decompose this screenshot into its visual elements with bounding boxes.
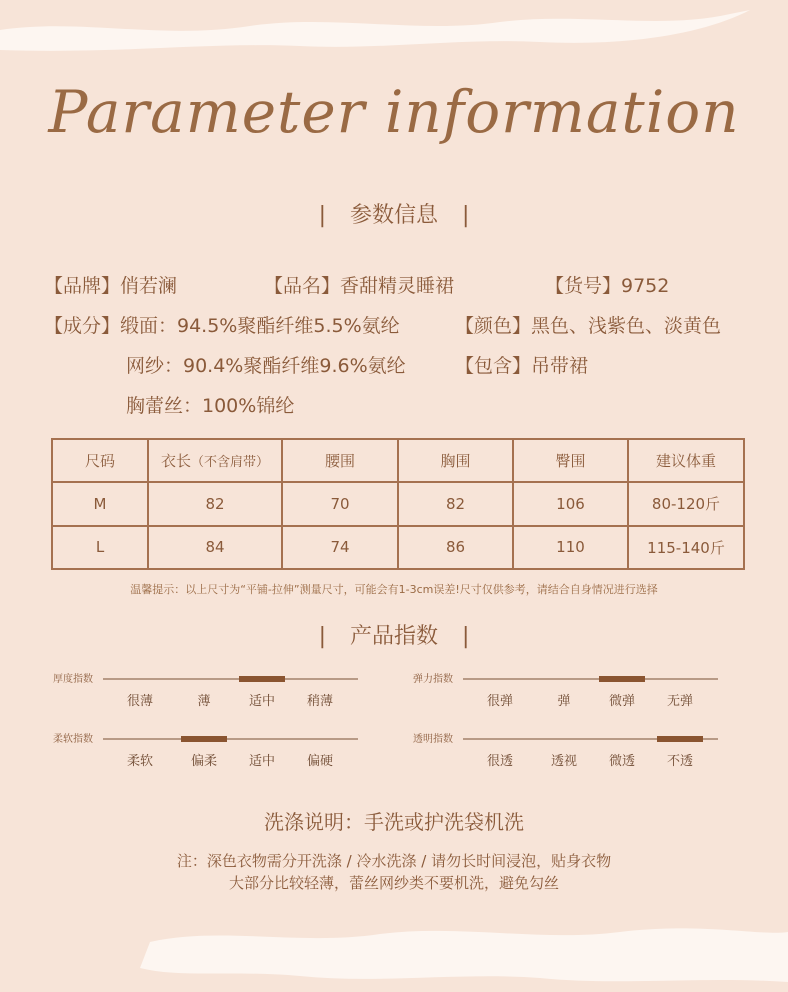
- includes-info: 【包含】吊带裙: [455, 355, 589, 377]
- cell-size: L: [52, 526, 148, 569]
- size-table-header: [52, 439, 744, 482]
- softness-index-marker: [181, 736, 227, 742]
- wash-note-line-2: 大部分比较轻薄，蕾丝网纱类不要机洗，避免勾丝: [228, 874, 559, 892]
- item-number-info: 【货号】9752: [545, 275, 670, 297]
- left-divider: |: [318, 624, 326, 649]
- elasticity-index-label: 弹力指数: [413, 674, 453, 685]
- elasticity-option: 很弹: [486, 694, 514, 709]
- softness-index-label: 柔软指数: [53, 734, 93, 745]
- header-waist: 腰围: [282, 439, 398, 482]
- thickness-index-track: [103, 678, 358, 680]
- size-table: [51, 438, 745, 570]
- params-section-label: 参数信息: [349, 203, 438, 228]
- elasticity-option: 无弹: [666, 694, 694, 709]
- cell-hip: 106: [513, 482, 628, 525]
- right-divider: |: [462, 624, 470, 649]
- table-row: [52, 482, 744, 525]
- top-brush-decoration: [0, 0, 788, 60]
- elasticity-index: [413, 670, 773, 720]
- product-name-info: 【品名】香甜精灵睡裙: [264, 275, 455, 297]
- wash-note-line-1: 注：深色衣物需分开洗涤 / 冷水洗涤 / 请勿长时间浸泡，贴身衣物: [176, 852, 612, 870]
- softness-index-track: [103, 738, 358, 740]
- transparency-option: 透视: [550, 754, 578, 769]
- brand-info: 【品牌】俏若澜: [44, 275, 178, 297]
- cell-waist: 70: [282, 482, 398, 525]
- page-title: Parameter information: [48, 78, 740, 146]
- wash-title: 洗涤说明：手洗或护洗袋机洗: [264, 810, 524, 834]
- transparency-index: [413, 730, 773, 780]
- thickness-index-label: 厚度指数: [53, 674, 93, 685]
- index-section-label: 产品指数: [349, 624, 438, 649]
- color-info: 【颜色】黑色、浅紫色、淡黄色: [455, 315, 722, 337]
- mesh-info: 网纱：90.4%聚酯纤维9.6%氨纶: [126, 355, 406, 377]
- cell-weight: 115-140斤: [628, 526, 744, 569]
- thickness-option: 很薄: [126, 694, 154, 709]
- thickness-option: 适中: [248, 694, 276, 709]
- cell-waist: 74: [282, 526, 398, 569]
- right-divider: |: [462, 203, 470, 228]
- header-length-note: （不含肩带）: [191, 455, 270, 471]
- header-bust: 胸围: [398, 439, 513, 482]
- cell-weight: 80-120斤: [628, 482, 744, 525]
- header-length: [148, 439, 282, 482]
- transparency-index-marker: [657, 736, 703, 742]
- cell-hip: 110: [513, 526, 628, 569]
- elasticity-option: 微弹: [608, 694, 636, 709]
- index-section-title: [0, 619, 788, 650]
- cell-size: M: [52, 482, 148, 525]
- transparency-option: 微透: [608, 754, 636, 769]
- params-section-title: [0, 198, 788, 229]
- lace-info: 胸蕾丝：100%锦纶: [126, 395, 295, 417]
- thickness-option: 薄: [197, 694, 211, 709]
- softness-option: 柔软: [126, 754, 154, 769]
- header-weight: 建议体重: [628, 439, 744, 482]
- table-row: [52, 526, 744, 569]
- softness-option: 偏柔: [190, 754, 218, 769]
- bottom-brush-decoration: [0, 912, 788, 992]
- elasticity-index-track: [463, 678, 718, 680]
- header-length-label: 衣长: [160, 452, 191, 471]
- header-size: 尺码: [52, 439, 148, 482]
- cell-length: 84: [148, 526, 282, 569]
- thickness-index-marker: [239, 676, 285, 682]
- transparency-option: 不透: [666, 754, 694, 769]
- cell-bust: 86: [398, 526, 513, 569]
- cell-length: 82: [148, 482, 282, 525]
- size-tip: 温馨提示：以上尺寸为“平铺-拉伸”测量尺寸，可能会有1-3cm误差!尺寸仅供参考，请结合自身情况进行选择: [130, 583, 658, 596]
- softness-option: 偏硬: [306, 754, 334, 769]
- material-info: 【成分】缎面：94.5%聚酯纤维5.5%氨纶: [44, 315, 400, 337]
- transparency-option: 很透: [486, 754, 514, 769]
- softness-index: [53, 730, 413, 780]
- elasticity-option: 弹: [557, 694, 571, 709]
- header-hip: 臀围: [513, 439, 628, 482]
- thickness-index: [53, 670, 413, 720]
- transparency-index-label: 透明指数: [413, 734, 453, 745]
- thickness-option: 稍薄: [306, 694, 334, 709]
- softness-option: 适中: [248, 754, 276, 769]
- cell-bust: 82: [398, 482, 513, 525]
- elasticity-index-marker: [599, 676, 645, 682]
- left-divider: |: [318, 203, 326, 228]
